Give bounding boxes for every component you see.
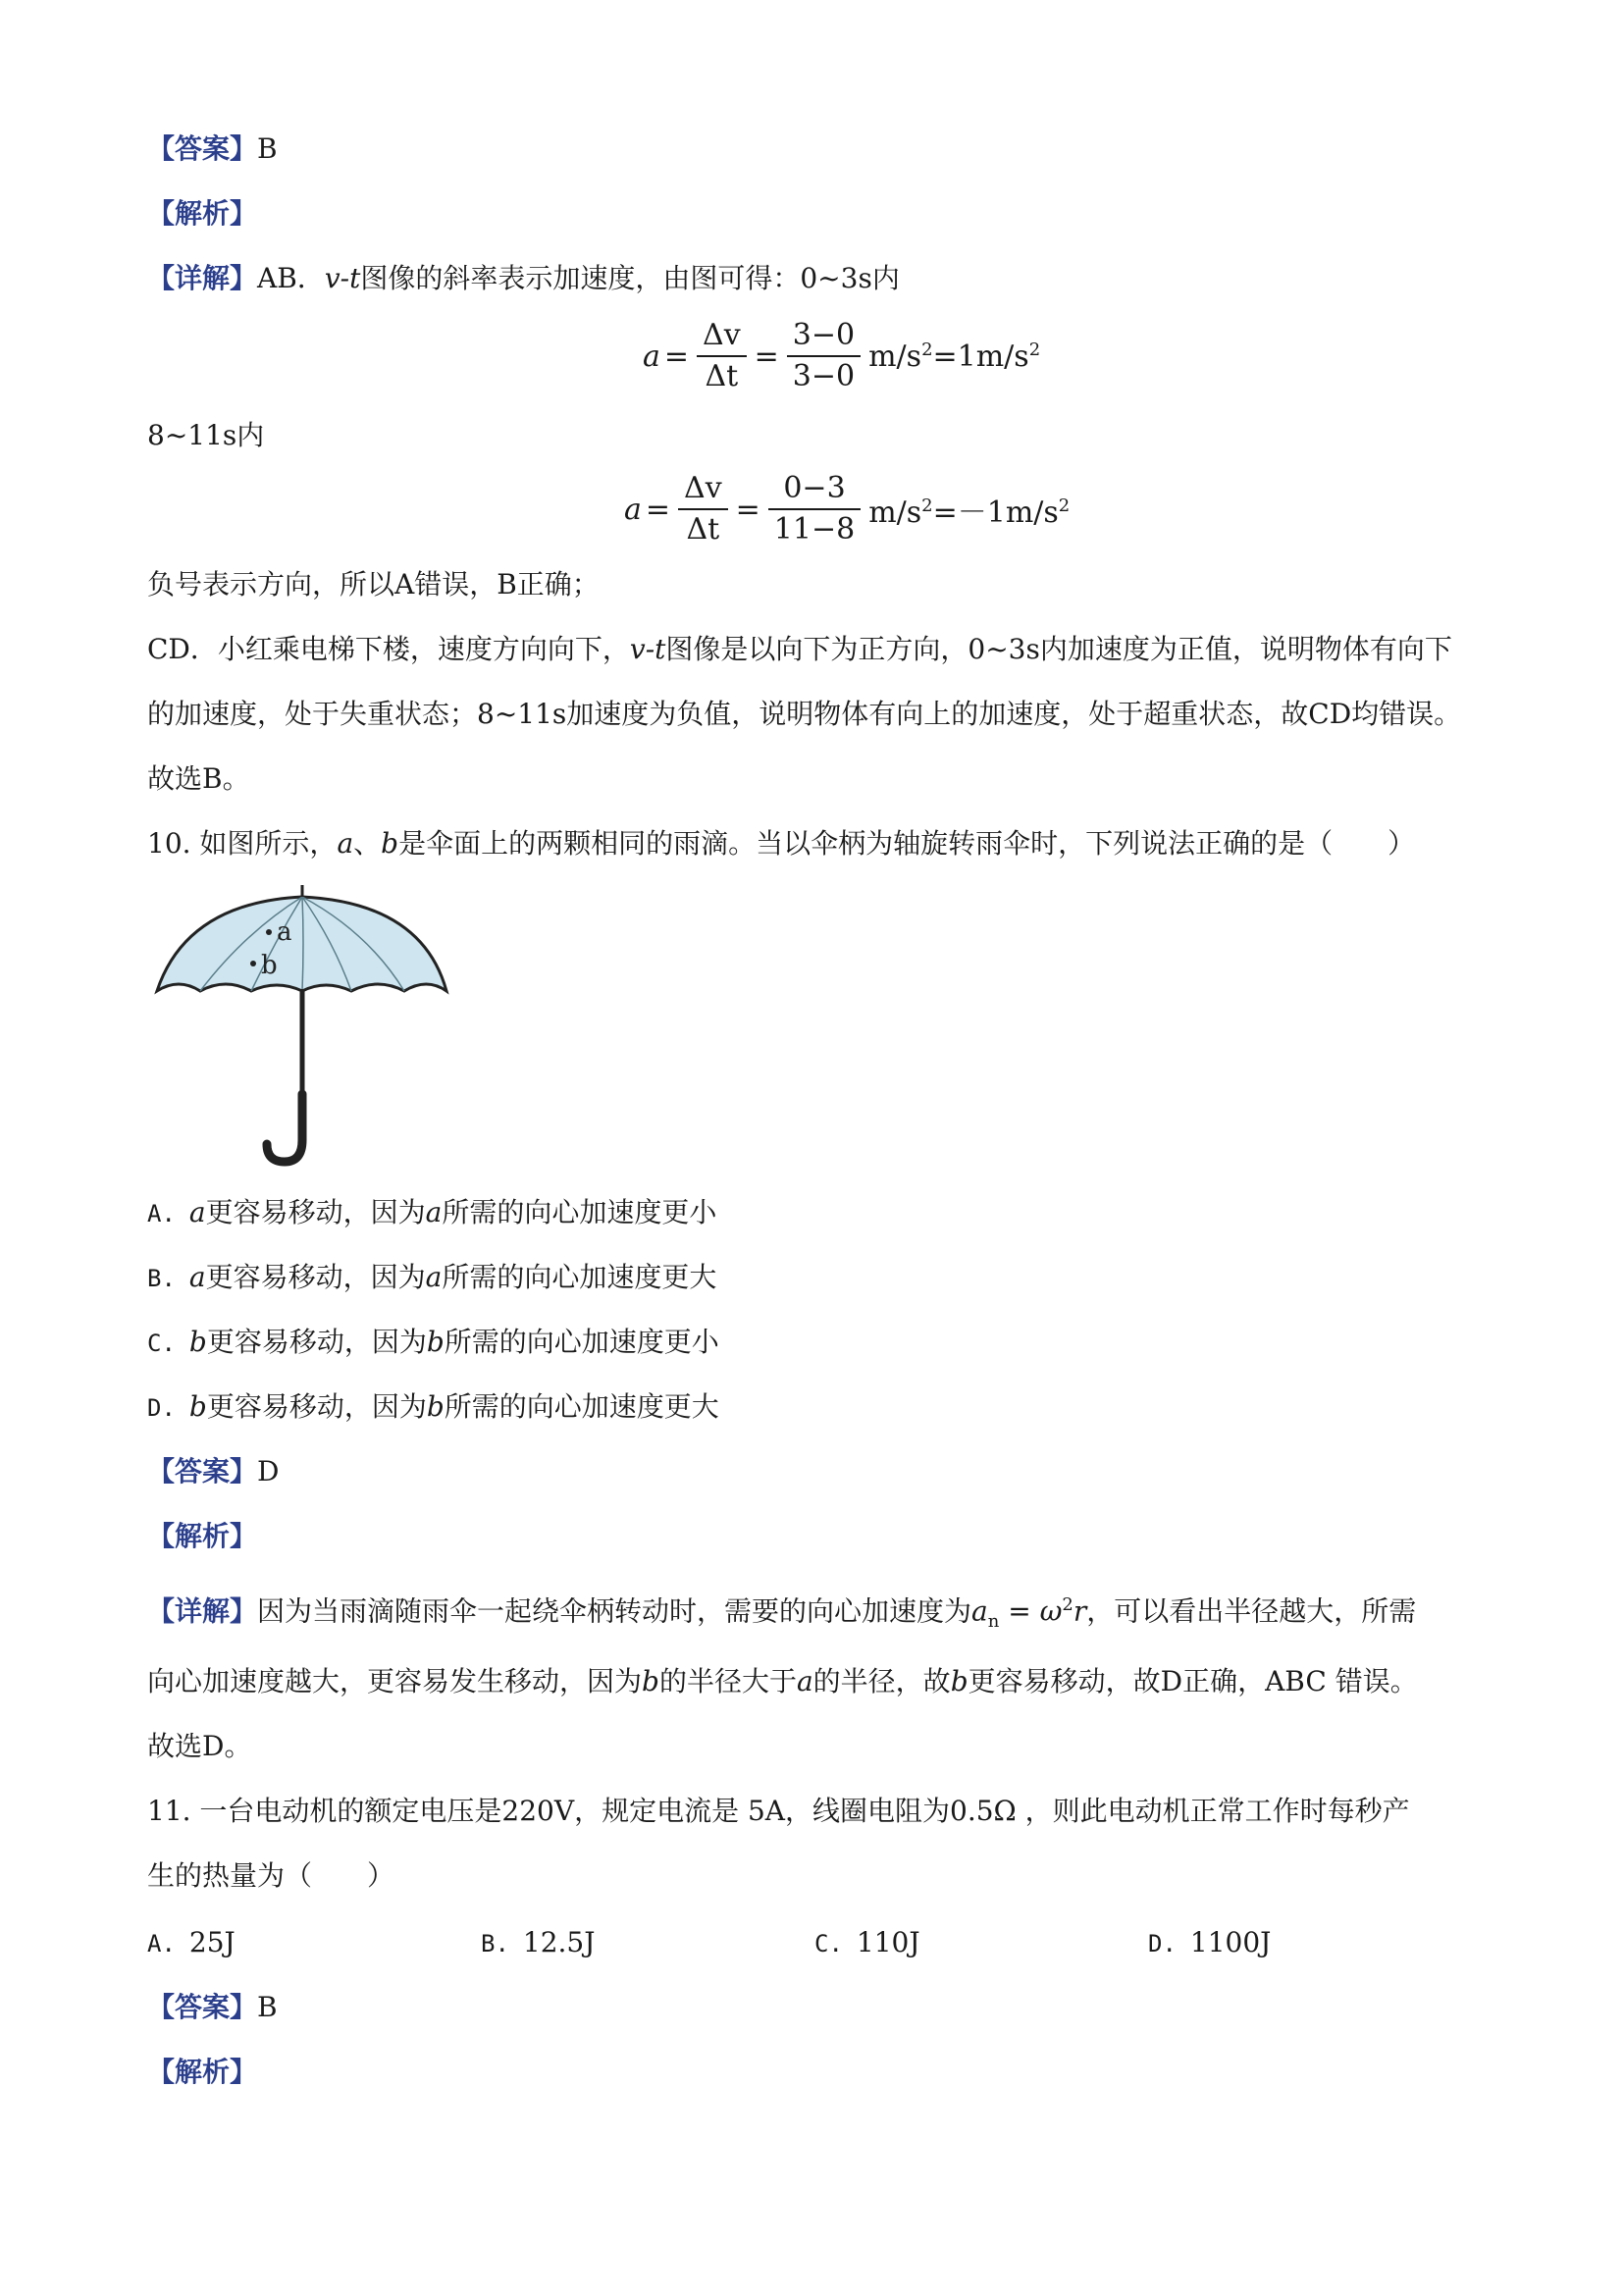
q9-choose: 故选B。 — [147, 762, 250, 795]
q9-range-2: 8~11s内 — [147, 419, 265, 451]
vt-symbol: v-t — [324, 262, 361, 294]
raindrop-a-dot — [266, 929, 272, 935]
q9-analysis-tag — [147, 194, 1482, 234]
q9-cd-line1: CD．小红乘电梯下楼，速度方向向下，v-t图像是以向下为正方向，0~3s内加速度为正值，说明物体有向下 — [147, 633, 1452, 665]
answer-value: B — [257, 132, 278, 165]
analysis-tag: 【解析】 — [147, 197, 258, 230]
q11-option-b: B. 12.5J — [481, 1926, 596, 1958]
q10-stem: 10. 如图所示，a、b是伞面上的两颗相同的雨滴。当以伞柄为轴旋转雨伞时，下列说法正确的是（ ） — [147, 827, 1416, 860]
q10-option-a: A. a更容易移动，因为a所需的向心加速度更小 — [147, 1196, 717, 1228]
equation-1: a = $\frac{\Delta v}{\Delta t}$ = $\frac{3-0}{3-0}$ $m/s^2=1m/s^2$ — [643, 316, 1040, 396]
detail-text: AB． — [257, 262, 325, 294]
q10-option-b: B. a更容易移动，因为a所需的向心加速度更大 — [147, 1261, 717, 1293]
q9-cd-line2: 的加速度，处于失重状态；8~11s加速度为负值，说明物体有向上的加速度，处于超重状态，故CD均错误。 — [147, 698, 1462, 730]
q10-option-d: D. b更容易移动，因为b所需的向心加速度更大 — [147, 1390, 719, 1423]
q10-option-c: C. b更容易移动，因为b所需的向心加速度更小 — [147, 1326, 719, 1358]
q10-analysis-tag: 【解析】 — [147, 1520, 258, 1552]
q9-conclusion: 负号表示方向，所以A错误，B正确； — [147, 568, 600, 600]
umbrella-figure — [147, 883, 461, 1168]
answer-tag: 【答案】 — [147, 132, 258, 165]
eq-lhs: a — [643, 339, 660, 374]
q9-detail-line1 — [147, 259, 1482, 298]
q11-analysis-tag: 【解析】 — [147, 2056, 258, 2088]
q11-option-d: D. 1100J — [1148, 1926, 1272, 1958]
detail-text: 图像的斜率表示加速度，由图可得：0~3s内 — [360, 262, 900, 294]
raindrop-b-dot — [250, 961, 256, 966]
q10-detail-line1: 【详解】因为当雨滴随雨伞一起绕伞柄转动时，需要的向心加速度为$a_n = \omega^2r$，可以看出半径越大，所需 — [147, 1594, 1417, 1632]
fraction: $\frac{3-0}{3-0}$ — [787, 316, 861, 396]
equation-2: a = $\frac{\Delta v}{\Delta t}$ = $\frac{0-3}{11-8}$ $m/s^2=-1m/s^2$ — [624, 469, 1070, 549]
eq-lhs: a — [624, 492, 642, 527]
q9-answer — [147, 130, 1482, 169]
fraction: $\frac{\Delta v}{\Delta t}$ — [678, 469, 728, 549]
detail-tag: 【详解】 — [147, 262, 258, 294]
raindrop-b-label: b — [261, 951, 278, 980]
q10-detail-line2: 向心加速度越大，更容易发生移动，因为b的半径大于a的半径，故b更容易移动，故D正确，ABC 错误。 — [147, 1665, 1418, 1697]
q10-answer: 【答案】D — [147, 1455, 280, 1487]
q10-choose: 故选D。 — [147, 1730, 252, 1762]
q11-stem-line2: 生的热量为（ ） — [147, 1859, 395, 1892]
formula-a: a — [971, 1594, 988, 1628]
q11-option-a: A. 25J — [147, 1926, 236, 1958]
q11-answer: 【答案】B — [147, 1991, 278, 2023]
umbrella-canopy — [157, 897, 446, 991]
umbrella-handle — [267, 1094, 302, 1162]
fraction: $\frac{\Delta v}{\Delta t}$ — [697, 316, 747, 396]
q11-option-c: C. 110J — [814, 1926, 920, 1958]
fraction: $\frac{0-3}{11-8}$ — [768, 469, 861, 549]
q11-stem-line1: 11. 一台电动机的额定电压是220V，规定电流是 5A，线圈电阻为0.5Ω ，则此电动机正常工作时每秒产 — [147, 1795, 1410, 1827]
raindrop-a-label: a — [277, 917, 292, 947]
